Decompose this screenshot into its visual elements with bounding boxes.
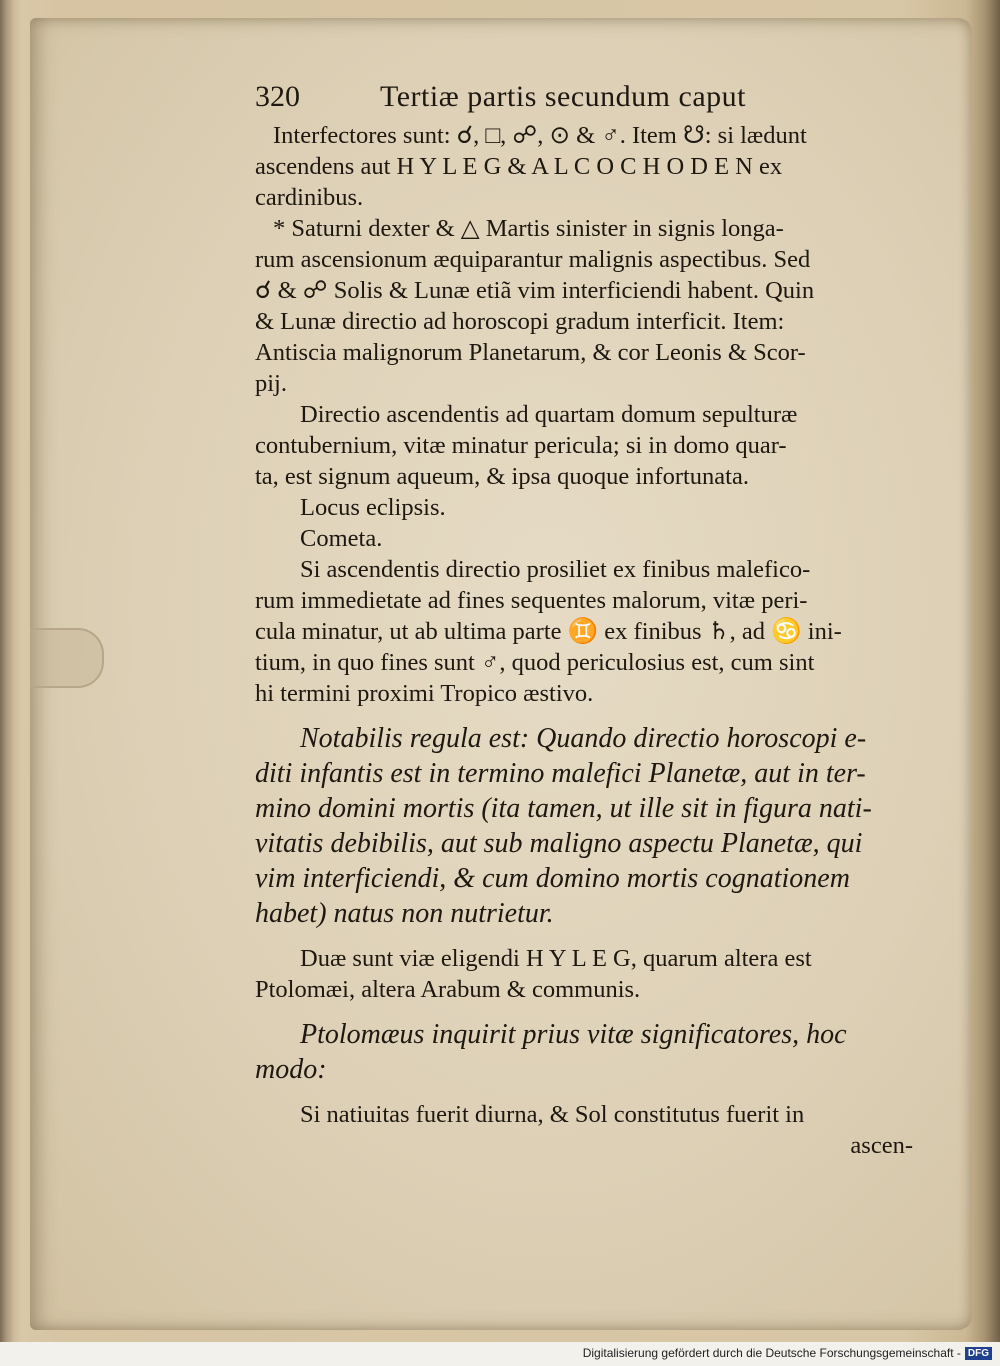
running-title: Tertiæ partis secundum caput: [380, 80, 746, 113]
text-line: cula minatur, ut ab ultima parte ♊ ex finibus ♄, ad ♋ ini-: [255, 618, 842, 645]
text-line: rum ascensionum æquiparantur malignis aspectibus. Sed: [255, 246, 811, 273]
page-text-block: [255, 80, 935, 1161]
text-line: ta, est signum aqueum, & ipsa quoque infortunata.: [255, 463, 749, 490]
text-line: Ptolomæi, altera Arabum & communis.: [255, 976, 641, 1003]
text-line: ☌ & ☍ Solis & Lunæ etiã vim interficiendi habent. Quin: [255, 277, 815, 304]
italic-text-line: vitatis debibilis, aut sub maligno aspectu Planetæ, qui: [255, 828, 863, 859]
page-number: 320: [255, 80, 300, 113]
text-line: tium, in quo fines sunt ♂, quod periculosius est, cum sint: [255, 649, 815, 676]
digitization-footer: [583, 1344, 992, 1362]
text-line: & Lunæ directio ad horoscopi gradum interficit. Item:: [255, 308, 785, 335]
text-line: Antiscia malignorum Planetarum, & cor Leonis & Scor-: [255, 339, 806, 366]
text-line: Si natiuitas fuerit diurna, & Sol constitutus fuerit in: [300, 1101, 805, 1128]
italic-text-line: mino domini mortis (ita tamen, ut ille sit in figura nati-: [255, 793, 872, 824]
text-line: hi termini proximi Tropico æstivo.: [255, 680, 594, 707]
text-line: rum immedietate ad fines sequentes malorum, vitæ peri-: [255, 587, 808, 614]
italic-text-line: modo:: [255, 1054, 327, 1085]
text-line: Cometa.: [300, 525, 383, 552]
text-line: contubernium, vitæ minatur pericula; si in domo quar-: [255, 432, 787, 459]
text-line: cardinibus.: [255, 184, 364, 211]
text-line: * Saturni dexter & △ Martis sinister in signis longa-: [273, 215, 784, 242]
text-line: Interfectores sunt: ☌, □, ☍, ⊙ & ♂. Item ☋: si lædunt: [273, 122, 807, 149]
text-line: Si ascendentis directio prosiliet ex finibus malefico-: [300, 556, 811, 583]
italic-text-line: habet) natus non nutrietur.: [255, 898, 554, 929]
catchword: ascen-: [850, 1132, 913, 1159]
page-header: [255, 80, 935, 120]
italic-text-line: Ptolomæus inquirit prius vitæ significatores, hoc: [300, 1019, 847, 1050]
text-line: pij.: [255, 370, 287, 397]
text-line: Directio ascendentis ad quartam domum sepulturæ: [300, 401, 798, 428]
italic-text-line: diti infantis est in termino malefici Planetæ, aut in ter-: [255, 758, 866, 789]
italic-text-line: vim interficiendi, & cum domino mortis cognationem: [255, 863, 850, 894]
dfg-logo: DFG: [965, 1347, 992, 1360]
text-line: Locus eclipsis.: [300, 494, 446, 521]
text-line: ascendens aut H Y L E G & A L C O C H O D E N ex: [255, 153, 783, 180]
page-tab-marker: [30, 628, 104, 688]
text-line: Duæ sunt viæ eligendi H Y L E G, quarum altera est: [300, 945, 812, 972]
italic-text-line: Notabilis regula est: Quando directio horoscopi e-: [300, 723, 867, 754]
footer-credit-text: Digitalisierung gefördert durch die Deutsche Forschungsgemeinschaft -: [582, 1346, 961, 1360]
